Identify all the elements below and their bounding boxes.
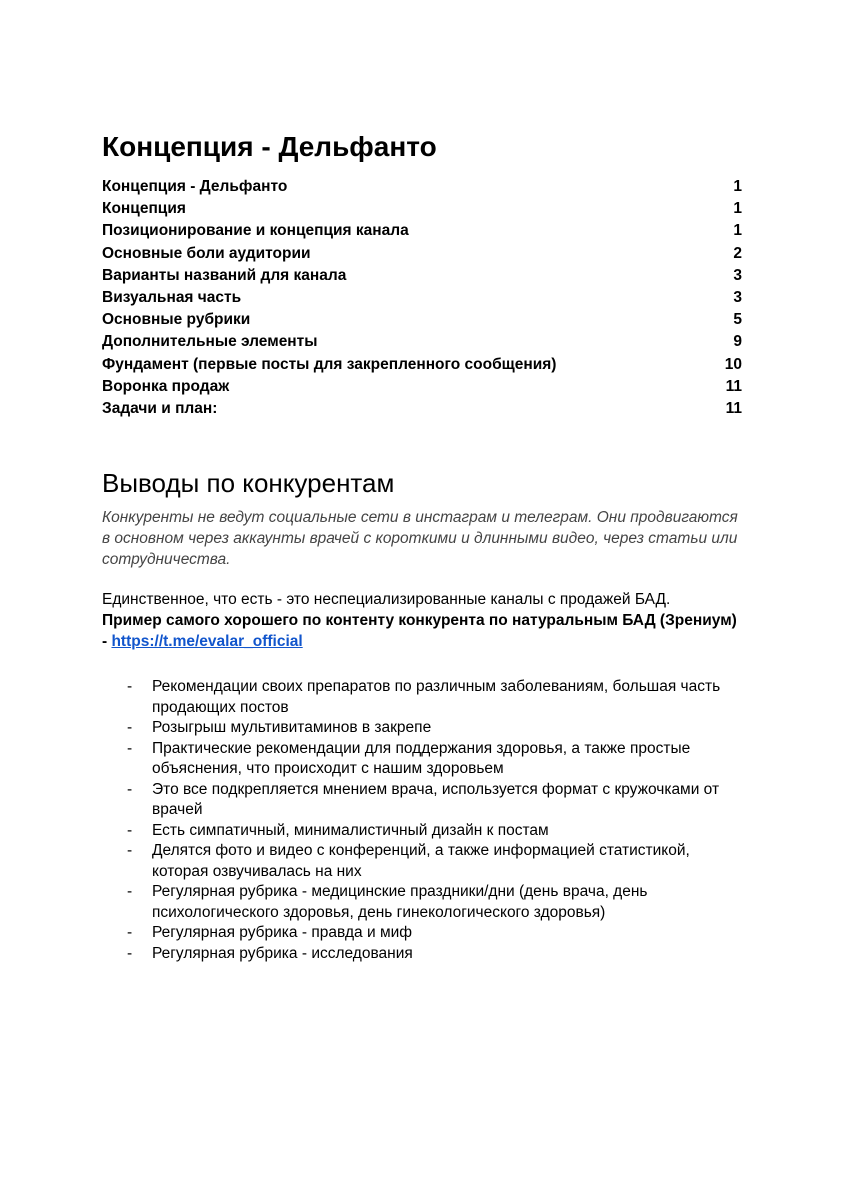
competitor-observations-list [102, 677, 742, 964]
list-item [102, 739, 742, 780]
list-item-text: Регулярная рубрика - медицинские праздники/дни (день врача, день психологического здоровья, день гинекологического здоровья) [152, 883, 648, 921]
table-of-contents [102, 176, 742, 420]
toc-item-page: 10 [724, 355, 742, 373]
section-intro: Конкуренты не ведут социальные сети в инстаграм и телеграм. Они продвигаются в основном через аккаунты врачей с короткими и длинными видео, через статьи или сотрудничества. [102, 509, 738, 569]
toc-item[interactable] [102, 398, 742, 420]
competitor-link[interactable]: https://t.me/evalar_official [111, 633, 303, 651]
toc-item-page: 11 [725, 400, 742, 418]
toc-item-label: Визуальная часть [102, 289, 242, 307]
bullet-dash: - [127, 739, 133, 757]
list-item-text: Это все подкрепляется мнением врача, используется формат с кружочками от врачей [152, 780, 720, 819]
toc-item[interactable] [102, 198, 742, 220]
bullet-dash: - [127, 944, 133, 962]
list-item [102, 780, 742, 821]
toc-item[interactable] [102, 220, 742, 242]
bullet-dash: - [127, 842, 133, 860]
toc-item-label: Фундамент (первые посты для закрепленного сообщения) [102, 355, 557, 373]
document-page [102, 128, 742, 964]
toc-item[interactable] [102, 243, 742, 265]
only-channels-text: Единственное, что есть - это неспециализированные каналы с продажей БАД. [102, 591, 671, 609]
list-item [102, 821, 742, 842]
toc-item[interactable] [102, 176, 742, 198]
list-item-text: Делятся фото и видео с конференций, а также информацией статистикой, которая озвучивалась на них [152, 842, 690, 880]
list-item-text: Регулярная рубрика - исследования [152, 944, 413, 962]
toc-item-page: 1 [733, 222, 742, 240]
list-item-text: Практические рекомендации для поддержания здоровья, а также простые объяснения, что происходит с нашим здоровьем [152, 739, 691, 778]
section-paragraph [102, 589, 742, 652]
toc-item-page: 1 [733, 178, 742, 195]
list-item [102, 944, 742, 965]
toc-item-page: 1 [733, 200, 742, 218]
toc-item-label: Основные рубрики [102, 311, 251, 329]
toc-item[interactable] [102, 354, 742, 376]
toc-item-page: 2 [733, 244, 742, 262]
example-line [102, 610, 742, 652]
toc-item-label: Дополнительные элементы [102, 333, 318, 351]
toc-item[interactable] [102, 265, 742, 287]
toc-item-page: 9 [733, 333, 742, 351]
list-item-text: Рекомендации своих препаратов по различным заболеваниям, большая часть продающих постов [152, 678, 721, 716]
list-item [102, 718, 742, 739]
bullet-dash: - [127, 678, 133, 696]
document-title: Концепция - Дельфанто [102, 131, 437, 162]
list-item [102, 882, 742, 923]
list-item [102, 841, 742, 882]
toc-item-page: 11 [725, 377, 742, 395]
toc-item-label: Позиционирование и концепция канала [102, 222, 409, 240]
toc-item-page: 5 [733, 311, 742, 329]
list-item-text: Розыгрыш мультивитаминов в закрепе [152, 719, 432, 737]
toc-item-label: Концепция [102, 200, 186, 218]
toc-item-page: 3 [733, 266, 742, 284]
list-item [102, 923, 742, 944]
bullet-dash: - [127, 883, 133, 901]
toc-item[interactable] [102, 309, 742, 331]
toc-item[interactable] [102, 376, 742, 398]
toc-item-label: Воронка продаж [102, 377, 230, 395]
toc-item[interactable] [102, 287, 742, 309]
bullet-dash: - [127, 924, 133, 942]
toc-item-page: 3 [733, 289, 742, 307]
toc-item-label: Задачи и план: [102, 400, 218, 418]
toc-item-label: Концепция - Дельфанто [102, 178, 288, 195]
section-heading: Выводы по конкурентам [102, 468, 395, 499]
bullet-dash: - [127, 719, 133, 737]
toc-item[interactable] [102, 331, 742, 353]
toc-item-label: Варианты названий для канала [102, 266, 347, 284]
toc-item-label: Основные боли аудитории [102, 244, 311, 262]
bullet-dash: - [127, 780, 133, 798]
list-item-text: Регулярная рубрика - правда и миф [152, 924, 413, 942]
bullet-dash: - [127, 821, 133, 839]
list-item-text: Есть симпатичный, минималистичный дизайн к постам [152, 821, 549, 839]
example-text: Пример самого хорошего по контенту конкурента по натуральным БАД (Зрениум) - [102, 612, 737, 651]
list-item [102, 677, 742, 718]
